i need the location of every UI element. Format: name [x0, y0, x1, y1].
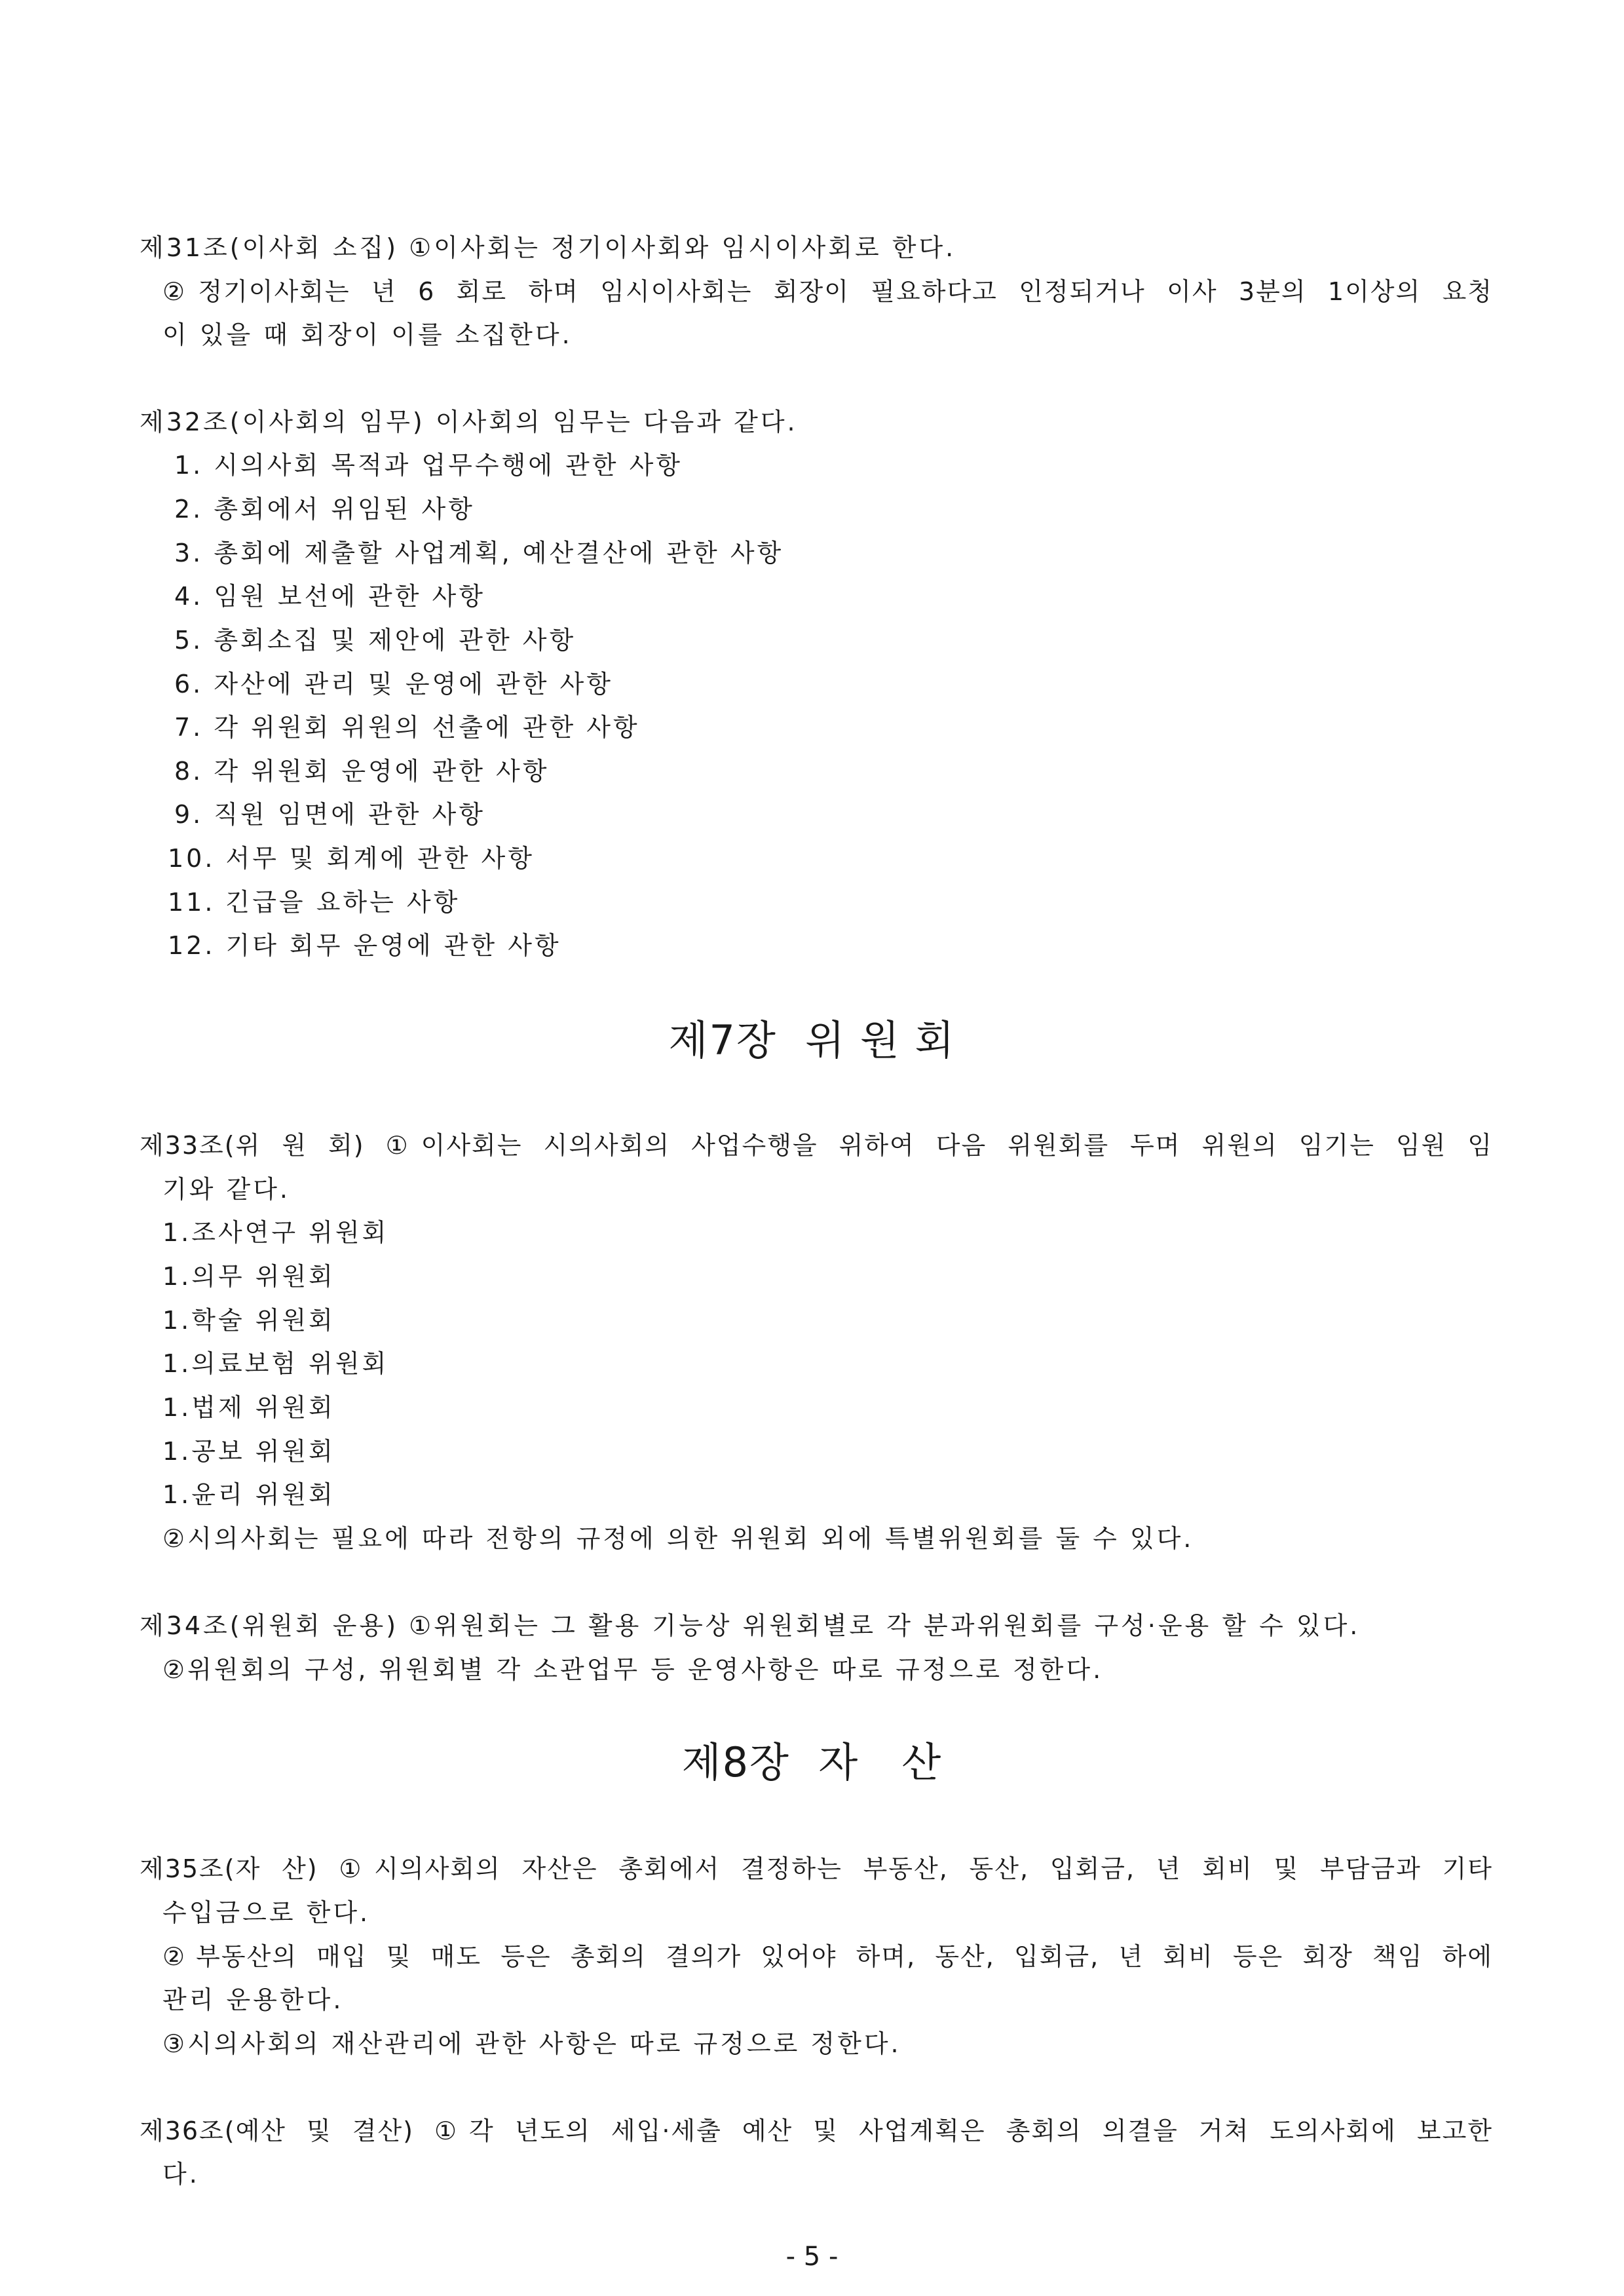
article-32-item: 9. 직원 임면에 관한 사항	[174, 800, 485, 829]
page-number: - 5 -	[785, 2242, 839, 2272]
article-35-title-line-2: 수입금으로 한다.	[162, 1898, 371, 1927]
committee-list-item: 1.학술 위원회	[162, 1306, 335, 1335]
article-32-item: 4. 임원 보선에 관한 사항	[174, 582, 485, 611]
article-33-paragraph-2: ②시의사회는 필요에 따라 전항의 규정에 의한 위원회 외에 특별위원회를 둘 수 있다.	[162, 1524, 1194, 1553]
article-33-title-line-2: 기와 같다.	[162, 1175, 290, 1204]
article-32-item: 12. 기타 회무 운영에 관한 사항	[168, 931, 561, 960]
committee-list-item: 1.의무 위원회	[162, 1262, 335, 1291]
article-32-item: 7. 각 위원회 위원의 선출에 관한 사항	[174, 713, 640, 742]
article-35-paragraph-3: ③시의사회의 재산관리에 관한 사항은 따로 규정으로 정한다.	[162, 2029, 901, 2058]
committee-list-item: 1.법제 위원회	[162, 1393, 335, 1422]
article-32-item: 2. 총회에서 위임된 사항	[174, 495, 475, 524]
chapter-8-heading: 제8장 자 산	[681, 1738, 943, 1786]
article-31-paragraph-2-line-1: ②정기이사회는 년 6 회로 하며 임시이사회는 회장이 필요하다고 인정되거나 이사 3분의 1이상의 요청	[162, 277, 1493, 306]
article-32-title: 제32조(이사회의 임무) 이사회의 임무는 다음과 같다.	[140, 408, 798, 436]
article-36-title-line-1: 제36조(예산 및 결산) ①각 년도의 세입·세출 예산 및 사업계획은 총회의 의결을 거쳐 도의사회에 보고한	[140, 2116, 1493, 2145]
article-32-item: 3. 총회에 제출할 사업계획, 예산결산에 관한 사항	[174, 539, 784, 567]
committee-list-item: 1.의료보험 위원회	[162, 1349, 389, 1378]
article-32-item: 11. 긴급을 요하는 사항	[168, 888, 461, 917]
committee-list-item: 1.조사연구 위원회	[162, 1218, 389, 1247]
article-36-title-line-2: 다.	[162, 2160, 200, 2189]
article-35-paragraph-2-line-2: 관리 운용한다.	[162, 1985, 344, 2014]
article-32-item: 10. 서무 및 회계에 관한 사항	[168, 844, 535, 873]
committee-list-item: 1.윤리 위원회	[162, 1480, 335, 1509]
article-32-item: 8. 각 위원회 운영에 관한 사항	[174, 757, 550, 786]
article-32-item: 6. 자산에 관리 및 운영에 관한 사항	[174, 670, 613, 698]
article-33-title-line-1: 제33조(위 원 회) ①이사회는 시의사회의 사업수행을 위하여 다음 위원회를 두며 위원의 임기는 임원 임	[140, 1131, 1493, 1160]
article-34-paragraph-2: ②위원회의 구성, 위원회별 각 소관업무 등 운영사항은 따로 규정으로 정한다.	[162, 1655, 1104, 1684]
chapter-7-heading: 제7장 위 원 회	[668, 1016, 956, 1064]
article-31-title: 제31조(이사회 소집) ①이사회는 정기이사회와 임시이사회로 한다.	[140, 233, 956, 262]
committee-list-item: 1.공보 위원회	[162, 1437, 335, 1466]
article-32-item: 1. 시의사회 목적과 업무수행에 관한 사항	[174, 451, 683, 480]
article-34-title: 제34조(위원회 운용) ①위원회는 그 활용 기능상 위원회별로 각 분과위원회를 구성·운용 할 수 있다.	[140, 1611, 1361, 1640]
article-32-item: 5. 총회소집 및 제안에 관한 사항	[174, 626, 576, 655]
article-35-paragraph-2-line-1: ②부동산의 매입 및 매도 등은 총회의 결의가 있어야 하며, 동산, 입회금, 년 회비 등은 회장 책임 하에	[162, 1942, 1493, 1971]
article-35-title-line-1: 제35조(자 산) ①시의사회의 자산은 총회에서 결정하는 부동산, 동산, 입회금, 년 회비 및 부담금과 기타	[140, 1854, 1493, 1883]
article-31-paragraph-2-line-2: 이 있을 때 회장이 이를 소집한다.	[162, 320, 573, 349]
